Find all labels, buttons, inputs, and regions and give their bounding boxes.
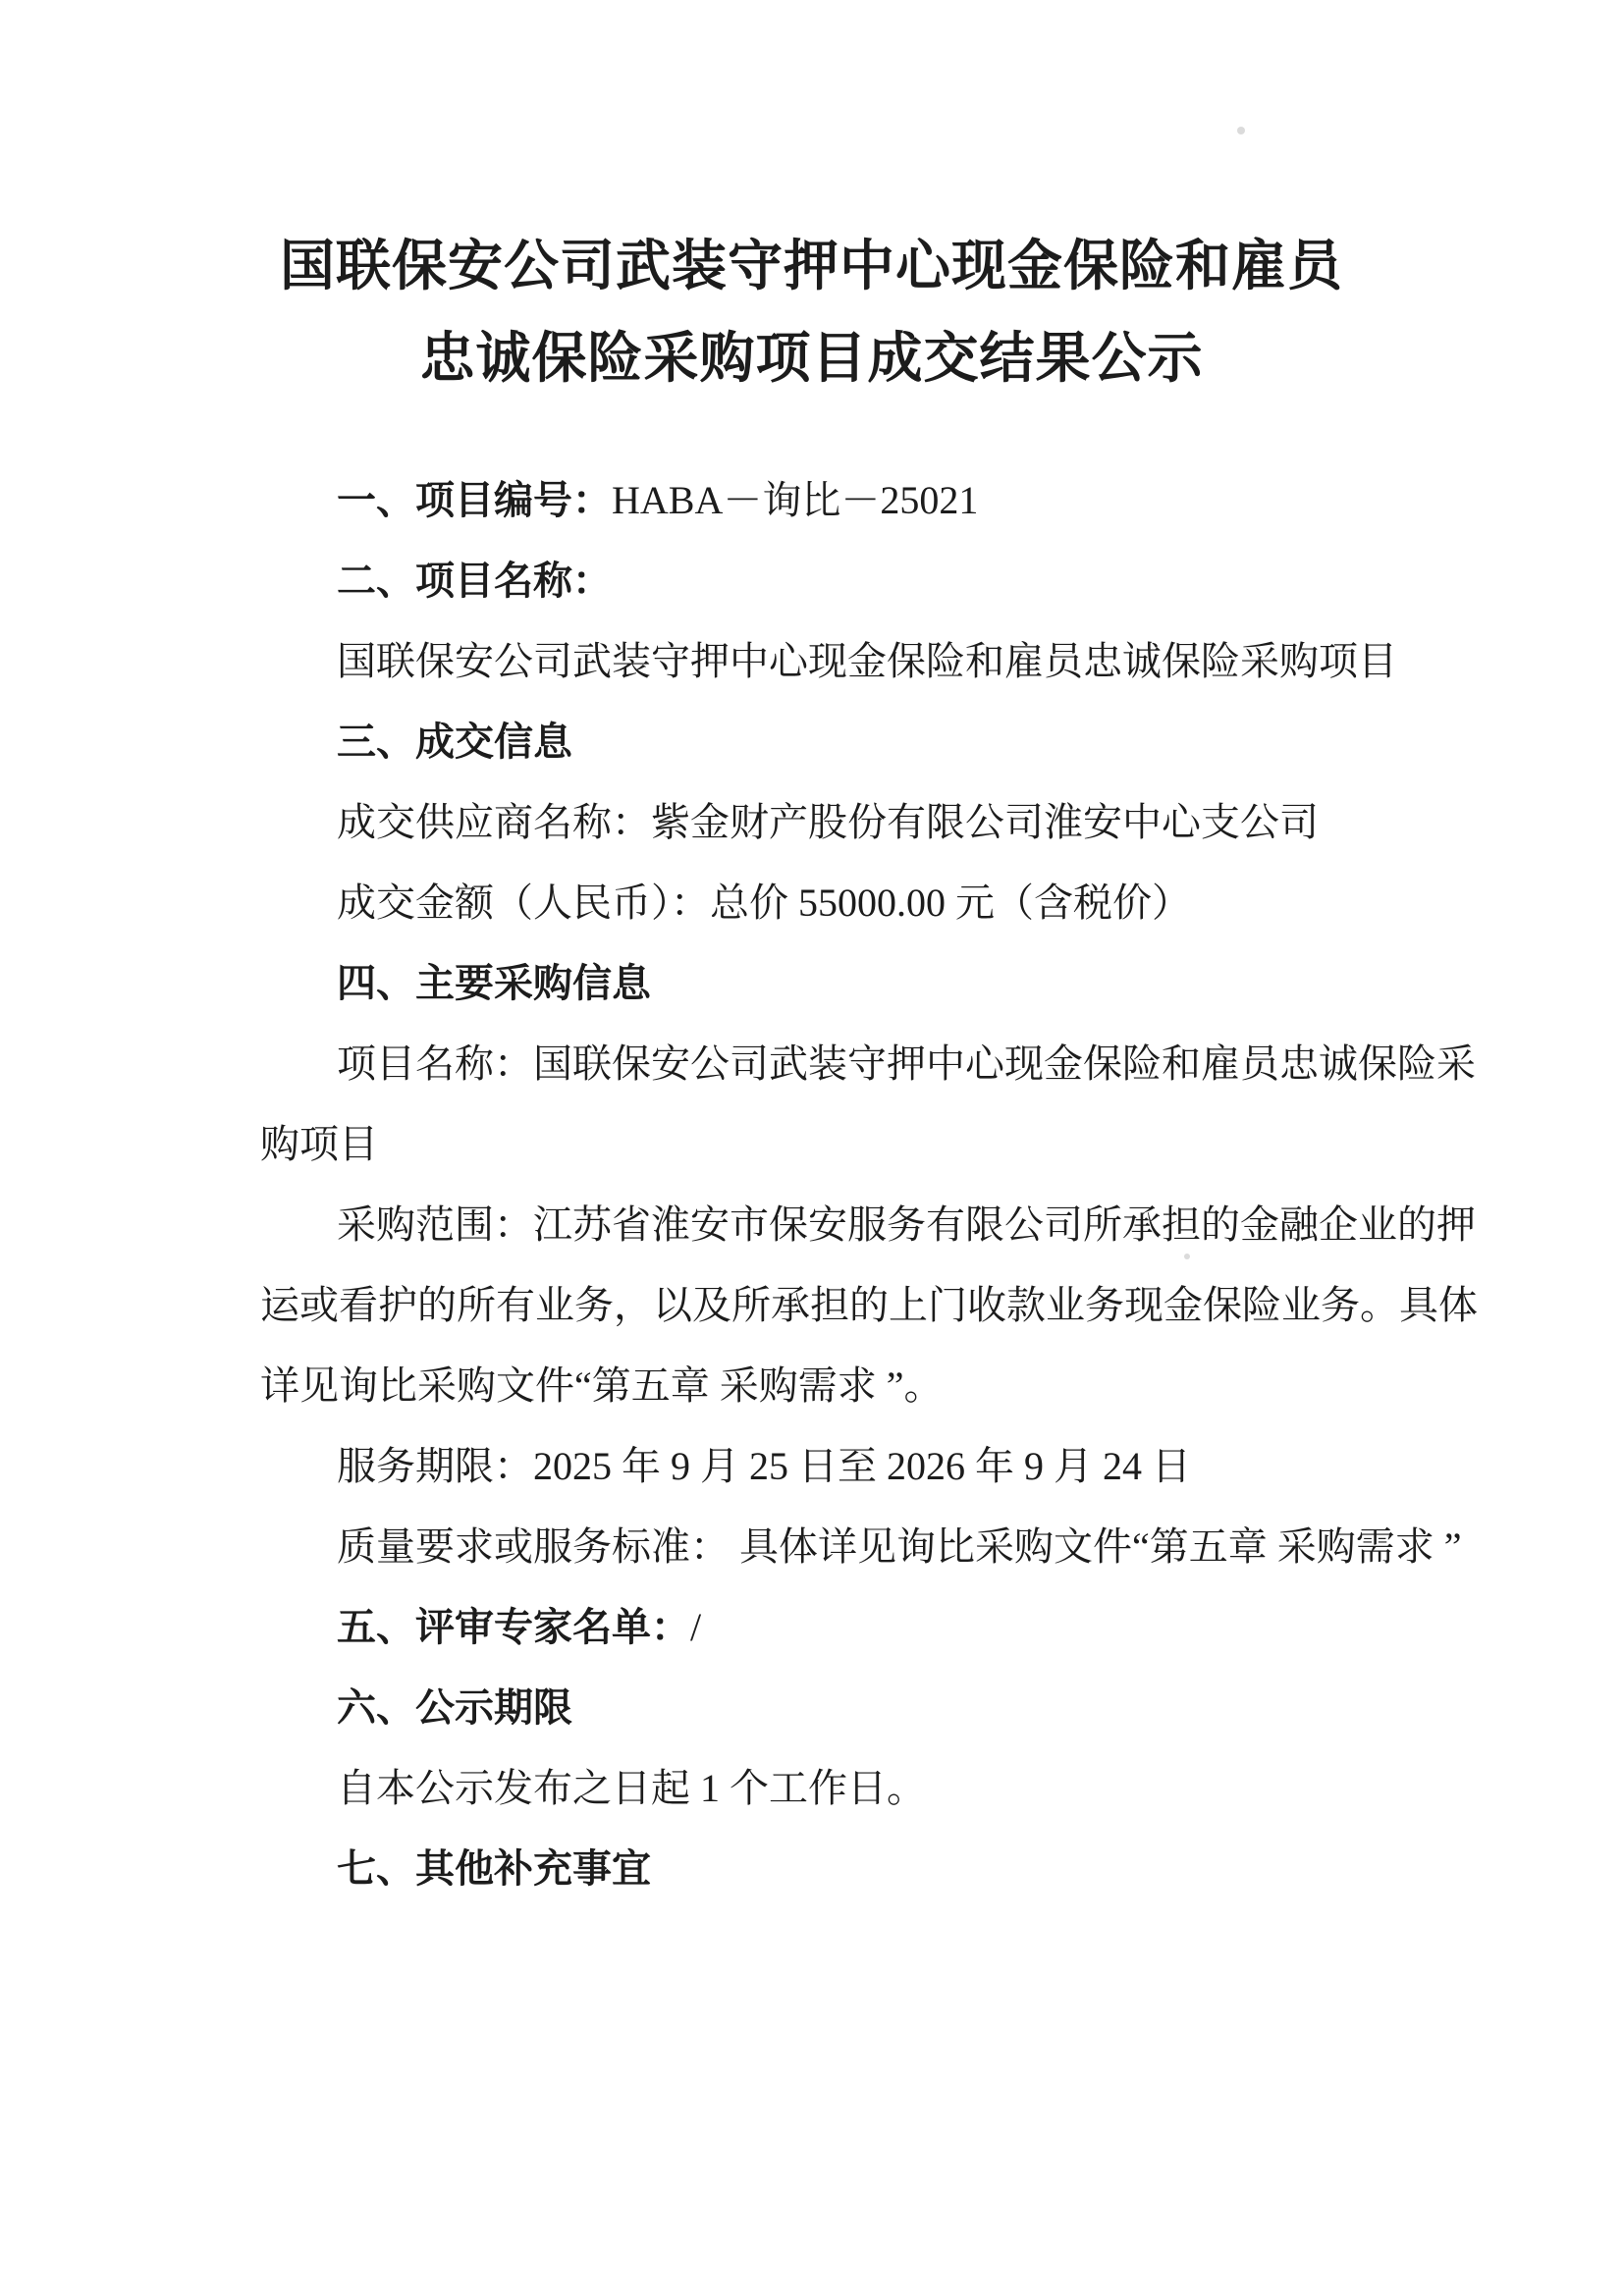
supplier-name-text: 成交供应商名称：紫金财产股份有限公司淮安中心支公司	[337, 800, 1319, 844]
service-period	[260, 1426, 1404, 1507]
procurement-scope-line-2	[260, 1265, 1478, 1346]
section-1-project-number-label: 一、项目编号：	[337, 478, 612, 522]
section-5-expert-list-text: /	[690, 1605, 702, 1649]
section-7-other-matters-heading	[260, 1829, 1404, 1909]
section-7-other-matters-heading-label: 七、其他补充事宜	[337, 1846, 651, 1891]
procurement-project-name-line-1-text: 项目名称：国联保安公司武装守押中心现金保险和雇员忠诚保险采	[337, 1041, 1476, 1086]
supplier-name	[260, 782, 1404, 863]
procurement-project-name-line-2	[260, 1104, 1404, 1185]
project-name-value-text: 国联保安公司武装守押中心现金保险和雇员忠诚保险采购项目	[337, 639, 1397, 683]
scan-speck	[1237, 127, 1245, 134]
section-6-publicity-period-heading-label: 六、公示期限	[337, 1685, 572, 1730]
document-body	[260, 460, 1478, 1909]
quality-requirement	[260, 1507, 1462, 1587]
procurement-scope-line-3-text: 详见询比采购文件“第五章 采购需求 ”。	[260, 1363, 944, 1408]
section-3-deal-info-heading	[260, 702, 1404, 782]
procurement-project-name-line-1	[260, 1024, 1476, 1104]
section-5-expert-list	[260, 1587, 1404, 1668]
procurement-scope-line-2-text: 运或看护的所有业务，以及所承担的上门收款业务现金保险业务。具体	[260, 1283, 1478, 1327]
section-5-expert-list-label: 五、评审专家名单：	[337, 1605, 690, 1649]
deal-amount-text: 成交金额（人民币）：总价 55000.00 元（含税价）	[337, 881, 1191, 925]
section-3-deal-info-heading-label: 三、成交信息	[337, 720, 572, 764]
publicity-period-value	[260, 1748, 1404, 1829]
section-4-procurement-info-heading	[260, 943, 1404, 1024]
procurement-scope-line-1	[260, 1185, 1476, 1265]
section-2-project-name-heading-label: 二、项目名称：	[337, 559, 612, 603]
project-name-value	[260, 621, 1404, 702]
document-title	[0, 221, 1623, 405]
section-4-procurement-info-heading-label: 四、主要采购信息	[337, 961, 651, 1005]
section-1-project-number	[260, 460, 1404, 541]
procurement-project-name-line-2-text: 购项目	[260, 1122, 378, 1166]
publicity-period-value-text: 自本公示发布之日起 1 个工作日。	[337, 1766, 926, 1810]
quality-requirement-text: 质量要求或服务标准： 具体详见询比采购文件“第五章 采购需求 ”	[337, 1524, 1462, 1569]
service-period-text: 服务期限：2025 年 9 月 25 日至 2026 年 9 月 24 日	[337, 1444, 1191, 1488]
scan-speck	[1184, 1254, 1190, 1259]
procurement-scope-line-3	[260, 1346, 1404, 1426]
procurement-scope-line-1-text: 采购范围：江苏省淮安市保安服务有限公司所承担的金融企业的押	[337, 1202, 1476, 1247]
title-line-1: 国联保安公司武装守押中心现金保险和雇员	[280, 237, 1343, 297]
section-1-project-number-text: HABA－询比－25021	[612, 478, 979, 522]
deal-amount	[260, 863, 1404, 943]
title-line-2: 忠诚保险采购项目成交结果公示	[419, 329, 1204, 390]
section-2-project-name-heading	[260, 541, 1404, 621]
section-6-publicity-period-heading	[260, 1668, 1404, 1748]
